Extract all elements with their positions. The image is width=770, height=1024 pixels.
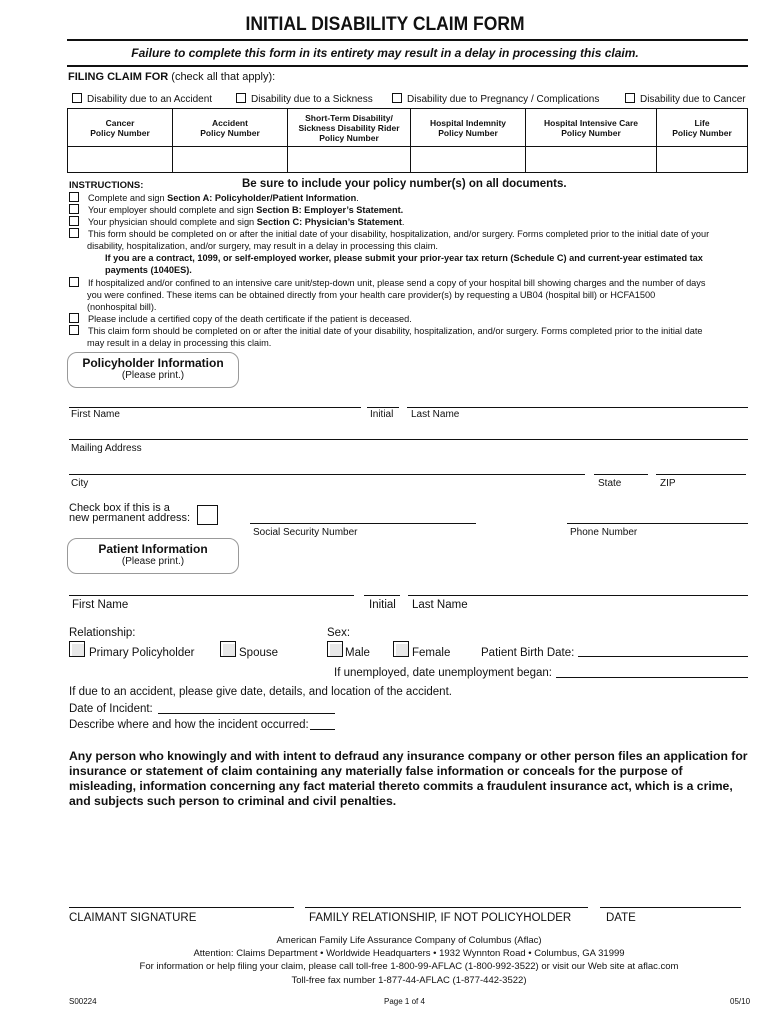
- policy-header-hospital-indemnity: Hospital Indemnity Policy Number: [411, 109, 526, 147]
- checkbox-icon[interactable]: [72, 93, 82, 103]
- instruction-item-7: This claim form should be completed on or after the initial date of your disability, hospitalization, and/or surgery. Forms completed prior to the initial date: [69, 325, 703, 337]
- filing-claim-label: FILING CLAIM FOR (check all that apply):: [68, 71, 276, 83]
- instruction-item-1: Complete and sign Section A: Policyholder/Patient Information.: [69, 192, 359, 204]
- patient-last-name-line[interactable]: [408, 595, 748, 596]
- patient-first-name-line[interactable]: [69, 595, 354, 596]
- mailing-address-label: Mailing Address: [71, 443, 142, 454]
- form-subtitle: Failure to complete this form in its entirety may result in a delay in processing this claim.: [131, 46, 639, 60]
- patient-first-name-label: First Name: [72, 599, 129, 611]
- state-label: State: [598, 478, 622, 489]
- claimant-signature-line[interactable]: [69, 907, 294, 908]
- primary-policyholder-label: Primary Policyholder: [89, 647, 195, 659]
- instruction-item-4: This form should be completed on or after the initial date of your disability, hospitalization, and/or surgery. Forms completed prior to the initial date of your: [69, 228, 709, 240]
- instruction-item-6: Please include a certified copy of the death certificate if the patient is deceased.: [69, 313, 412, 325]
- last-name-line[interactable]: [407, 407, 748, 408]
- family-relationship-label: FAMILY RELATIONSHIP, IF NOT POLICYHOLDER: [309, 912, 572, 924]
- page-number: Page 1 of 4: [384, 997, 425, 1006]
- checkbox-icon[interactable]: [236, 93, 246, 103]
- new-address-label: Check box if this is a new permanent address:: [69, 502, 191, 524]
- instruction-item-4-bold2: payments (1040ES).: [105, 265, 192, 275]
- filing-option-accident[interactable]: Disability due to an Accident: [72, 93, 212, 105]
- birth-date-label: Patient Birth Date:: [481, 647, 575, 659]
- instruction-item-2: Your employer should complete and sign Section B: Employer’s Statement.: [69, 204, 403, 216]
- footer-help: For information or help filing your claim, please call toll-free 1-800-99-AFLAC (1-800-992-3522) or visit our Web site at aflac.com: [139, 961, 679, 972]
- city-line[interactable]: [69, 474, 585, 475]
- policy-input-accident[interactable]: [173, 147, 288, 173]
- patient-initial-line[interactable]: [364, 595, 400, 596]
- mailing-address-line[interactable]: [69, 439, 748, 440]
- title-rule: [67, 39, 748, 41]
- first-name-label: First Name: [71, 409, 120, 420]
- describe-incident-label: Describe where and how the incident occurred:: [69, 719, 309, 731]
- instruction-item-7-line2: may result in a delay in processing this claim.: [87, 338, 272, 348]
- initial-line[interactable]: [367, 407, 399, 408]
- state-line[interactable]: [594, 474, 648, 475]
- sex-label: Sex:: [327, 627, 351, 639]
- last-name-label: Last Name: [411, 409, 460, 420]
- city-label: City: [71, 478, 89, 489]
- describe-incident-line[interactable]: [310, 729, 335, 730]
- date-incident-line[interactable]: [158, 713, 335, 714]
- footer-fax: Toll-free fax number 1-877-44-AFLAC (1-877-442-3522): [291, 975, 527, 986]
- unemployed-label: If unemployed, date unemployment began:: [334, 667, 553, 679]
- instruction-item-4-line2: disability, hospitalization, and/or surgery, may result in a delay in processing this claim.: [87, 241, 438, 251]
- subtitle-rule: [67, 65, 748, 67]
- policy-header-accident: Accident Policy Number: [173, 109, 288, 147]
- male-label: Male: [345, 647, 370, 659]
- spouse-checkbox[interactable]: [220, 641, 236, 657]
- footer-attention: Attention: Claims Department • Worldwide Headquarters • 1932 Wynnton Road • Columbus, GA 31999: [193, 948, 625, 959]
- instruction-item-4-bold1: If you are a contract, 1099, or self-employed worker, please submit your prior-year tax return (Schedule C) and current-year estimated tax: [105, 253, 703, 263]
- initial-label: Initial: [370, 409, 394, 420]
- ssn-label: Social Security Number: [253, 527, 358, 538]
- fraud-warning: Any person who knowingly and with intent to defraud any insurance company or other person files an application for insurance or statement of claim containing any materially false information or conceals for the purpose of misleading, information concerning any fact material thereto commits a fraudulent insurance act, which is a crime, and subjects such person to criminal and civil penalties.: [69, 749, 748, 808]
- checkbox-icon[interactable]: [69, 277, 79, 287]
- patient-initial-label: Initial: [369, 599, 396, 611]
- phone-line[interactable]: [567, 523, 748, 524]
- form-id: S00224: [69, 997, 97, 1006]
- spouse-label: Spouse: [239, 647, 279, 659]
- policy-input-hospital-indemnity[interactable]: [411, 147, 526, 173]
- phone-label: Phone Number: [570, 527, 638, 538]
- female-checkbox[interactable]: [393, 641, 409, 657]
- checkbox-icon[interactable]: [69, 192, 79, 202]
- policy-header-life: Life Policy Number: [657, 109, 748, 147]
- patient-section-heading: Patient Information (Please print.): [67, 538, 239, 574]
- female-label: Female: [412, 647, 451, 659]
- policyholder-section-heading: Policyholder Information (Please print.): [67, 352, 239, 388]
- family-relationship-line[interactable]: [305, 907, 588, 908]
- unemployed-date-line[interactable]: [556, 677, 748, 678]
- checkbox-icon[interactable]: [69, 325, 79, 335]
- signature-date-line[interactable]: [600, 907, 741, 908]
- zip-label: ZIP: [660, 478, 676, 489]
- instruction-item-5-line2: you were confined. These items can be obtained directly from your health care provider(s) by requesting a UB04 (hospital bill) or HCFA1500: [87, 290, 656, 300]
- date-incident-label: Date of Incident:: [69, 703, 153, 715]
- form-title: INITIAL DISABILITY CLAIM FORM: [245, 14, 525, 35]
- form-version: 05/10: [730, 997, 751, 1006]
- checkbox-icon[interactable]: [69, 204, 79, 214]
- checkbox-icon[interactable]: [69, 216, 79, 226]
- accident-prompt: If due to an accident, please give date, details, and location of the accident.: [69, 686, 452, 698]
- first-name-line[interactable]: [69, 407, 361, 408]
- policy-input-life[interactable]: [657, 147, 748, 173]
- zip-line[interactable]: [656, 474, 746, 475]
- new-address-checkbox[interactable]: [197, 505, 218, 525]
- claimant-signature-label: CLAIMANT SIGNATURE: [69, 912, 197, 924]
- relationship-label: Relationship:: [69, 627, 136, 639]
- policy-header-cancer: Cancer Policy Number: [68, 109, 173, 147]
- birth-date-line[interactable]: [578, 656, 748, 657]
- filing-option-sickness[interactable]: Disability due to a Sickness: [236, 93, 373, 105]
- checkbox-icon[interactable]: [69, 228, 79, 238]
- instruction-item-5-line3: (nonhospital bill).: [87, 302, 157, 312]
- instruction-item-5: If hospitalized and/or confined to an intensive care unit/step-down unit, please send a copy of your hospital bill showing charges and the number of days: [69, 277, 705, 289]
- male-checkbox[interactable]: [327, 641, 343, 657]
- checkbox-icon[interactable]: [625, 93, 635, 103]
- filing-option-pregnancy[interactable]: Disability due to Pregnancy / Complications: [392, 93, 599, 105]
- instructions-label: INSTRUCTIONS:: [69, 180, 144, 191]
- policy-header-hospital-icu: Hospital Intensive Care Policy Number: [526, 109, 657, 147]
- instruction-item-3: Your physician should complete and sign Section C: Physician’s Statement.: [69, 216, 404, 228]
- policy-input-cancer[interactable]: [68, 147, 173, 173]
- policy-number-table: [67, 108, 748, 173]
- policy-header-std: Short-Term Disability/ Sickness Disability Rider Policy Number: [288, 109, 411, 147]
- signature-date-label: DATE: [606, 912, 636, 924]
- instructions-headline: Be sure to include your policy number(s) on all documents.: [242, 178, 567, 190]
- policy-input-hospital-icu[interactable]: [526, 147, 657, 173]
- ssn-line[interactable]: [250, 523, 476, 524]
- policy-input-std[interactable]: [288, 147, 411, 173]
- footer-company: American Family Life Assurance Company of Columbus (Aflac): [276, 935, 542, 946]
- patient-last-name-label: Last Name: [412, 599, 468, 611]
- primary-policyholder-checkbox[interactable]: [69, 641, 85, 657]
- checkbox-icon[interactable]: [69, 313, 79, 323]
- filing-option-cancer[interactable]: Disability due to Cancer: [625, 93, 746, 105]
- checkbox-icon[interactable]: [392, 93, 402, 103]
